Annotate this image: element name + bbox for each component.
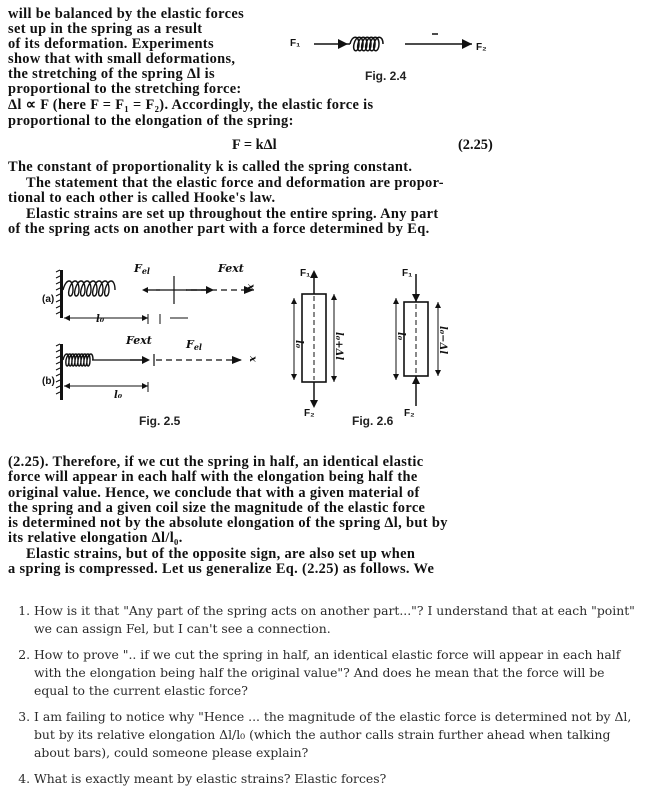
force-f1-label: F₁ <box>290 38 301 49</box>
book-line: of its deformation. Experiments <box>8 36 214 52</box>
book-line: The statement that the elastic force and deformation are propor- <box>26 175 444 191</box>
fig26-l0-minus-label: l₀−Δl <box>437 326 448 355</box>
fig-2-5-diagram <box>36 256 264 426</box>
fig26-f2-label-right: F₂ <box>404 408 415 419</box>
force-f2-label: F₂ <box>476 42 487 53</box>
f-ext-label: Fext <box>218 262 244 275</box>
fig26-f2-label: F₂ <box>304 408 315 419</box>
axis-x-label: x <box>245 284 256 290</box>
fig26-l0-label-right: l₀ <box>395 332 406 341</box>
f-ext-label-b: Fext <box>126 334 152 347</box>
book-line: tional to each other is called Hooke's law. <box>8 190 276 206</box>
fig-2-6-diagram <box>286 262 458 422</box>
spring-compressed-icon <box>63 354 93 366</box>
question-item: 2. How to prove ".. if we cut the spring in half, an identical elastic force will appear in each half with the elongation being half the original value"? And does he mean that the force will be equal to the current elastic force? <box>34 646 640 700</box>
question-item: 3. I am failing to notice why "Hence ... the magnitude of the elastic force is determined not by Δl, but by its relative elongation Δl/l₀ (which the author calls strain further ahead when talking about bars), could someone please explain? <box>34 708 640 762</box>
equation-number: (2.25) <box>458 137 493 153</box>
book-line: of the spring acts on another part with a force determined by Eq. <box>8 221 430 237</box>
fig26-l0-plus-label: l₀+Δl <box>333 332 344 361</box>
f-el-label-b: Fel <box>186 338 202 352</box>
book-line: force will appear in each half with the elongation being half the <box>8 469 418 485</box>
book-line: Δl ∝ F (here F = F₁ = F₂). Accordingly, the elastic force is <box>8 97 374 113</box>
axis-x-label-b: x <box>247 356 258 362</box>
spring-icon <box>314 37 472 51</box>
book-line: proportional to the elongation of the spring: <box>8 113 294 129</box>
fig26-f1-label: F₁ <box>300 268 311 279</box>
label-a: (a) <box>42 294 55 305</box>
l0-label-b: l₀ <box>114 390 123 401</box>
book-line: is determined not by the absolute elongation of the spring Δl, but by <box>8 515 448 531</box>
book-line: will be balanced by the elastic forces <box>8 6 245 22</box>
book-line: set up in the spring as a result <box>8 21 203 37</box>
book-line: the spring and a given coil size the magnitude of the elastic force <box>8 500 426 516</box>
equation: F = kΔl <box>232 137 277 153</box>
label-b: (b) <box>42 376 55 387</box>
fig26-f1-label-right: F₁ <box>402 268 413 279</box>
question-list <box>0 602 640 796</box>
l0-label: l₀ <box>96 314 105 325</box>
fig26-l0-label: l₀ <box>293 340 304 349</box>
book-line: a spring is compressed. Let us generalize Eq. (2.25) as follows. We <box>8 561 435 577</box>
question-item: 4. What is exactly meant by elastic strains? Elastic forces? <box>34 770 640 788</box>
book-line: (2.25). Therefore, if we cut the spring in half, an identical elastic <box>8 454 424 470</box>
book-line: its relative elongation Δl/l₀. <box>8 530 183 546</box>
book-line: original value. Hence, we conclude that with a given material of <box>8 485 420 501</box>
book-line: proportional to the stretching force: <box>8 81 242 97</box>
spring-stretched-icon <box>63 281 115 296</box>
book-line: Elastic strains, but of the opposite sign, are also set up when <box>26 546 416 562</box>
book-line: show that with small deformations, <box>8 51 236 67</box>
fig-2-6-caption: Fig. 2.6 <box>352 414 394 428</box>
book-line: The constant of proportionality k is called the spring constant. <box>8 159 413 175</box>
question-item: 1. How is it that "Any part of the spring acts on another part..."? I understand that at each "point" we can assign Fel, but I can't see a connection. <box>34 602 640 638</box>
f-el-label: Fel <box>134 262 150 276</box>
book-line: Elastic strains are set up throughout the entire spring. Any part <box>26 206 439 222</box>
fig-2-4-caption: Fig. 2.4 <box>365 69 407 83</box>
fig-2-5-caption: Fig. 2.5 <box>139 414 181 428</box>
book-line: the stretching of the spring Δl is <box>8 66 215 82</box>
